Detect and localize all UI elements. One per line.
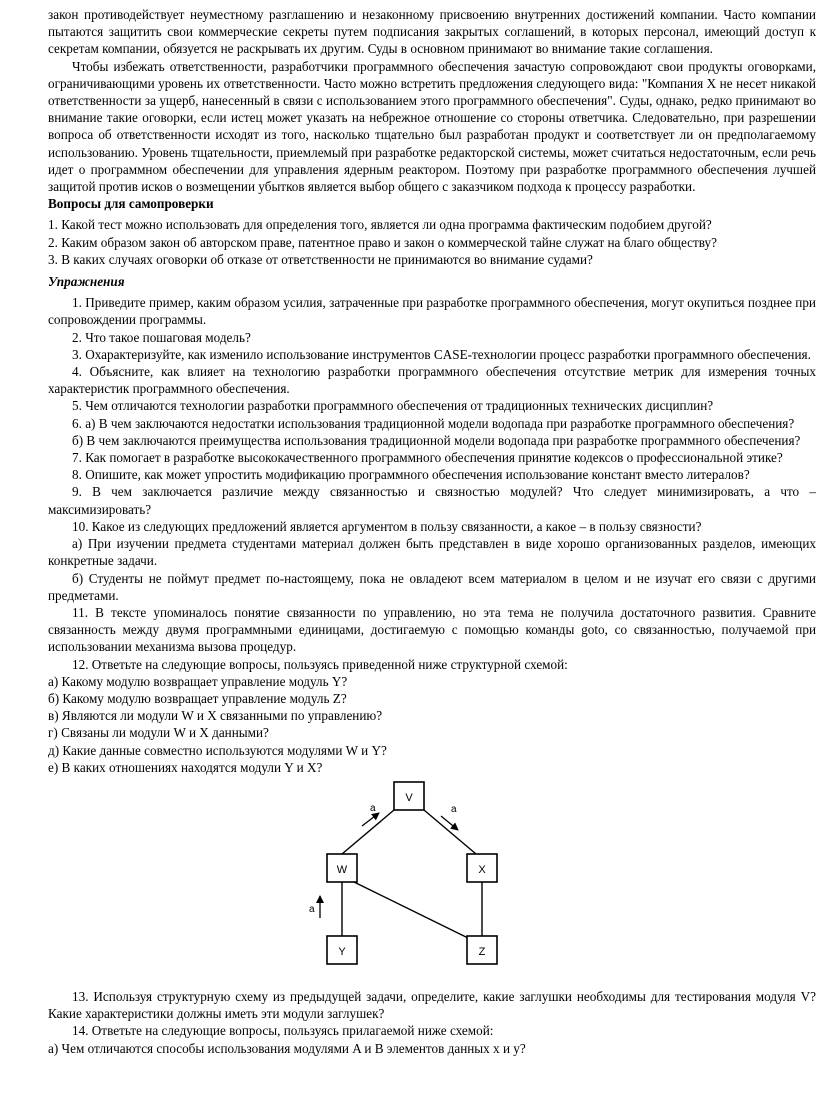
link-w-z <box>354 882 468 938</box>
exercise-2: 2. Что такое пошаговая модель? <box>72 329 251 345</box>
self-check-item-1: 1. Какой тест можно использовать для определения того, является ли одна программа фактическим подобием другой? <box>48 217 712 233</box>
exercise-9: 9. В чем заключается различие между связанностью и связностью модулей? Что следует минимизировать, а что – максимизировать? <box>48 484 816 517</box>
exercise-11: 11. В тексте упоминалось понятие связанности по управлению, но эта тема не получила достаточного развития. Сравните связанность между двумя программными единицами, достигаемую с помощью команды goto, со связанностью, получаемой при использовании механизма вызова процедур. <box>48 604 816 655</box>
exercise-10b: б) Студенты не поймут предмет по-настоящему, пока не овладеют всем материалом в целом и не изучат его связи с другими предметами. <box>48 570 816 603</box>
data-arrow-v-to-x <box>441 816 458 830</box>
self-check-heading: Вопросы для самопроверки <box>48 196 214 212</box>
exercise-4: 4. Объясните, как влияет на технологию разработки программного обеспечения отсутствие метрик для измерения точных характеристик программного обеспечения. <box>48 364 816 397</box>
exercise-14a: а) Чем отличаются способы использования модулями A и B элементов данных x и y? <box>48 1040 526 1056</box>
exercise-12: 12. Ответьте на следующие вопросы, пользуясь приведенной ниже структурной схемой: <box>72 656 568 672</box>
module-z-label: Z <box>478 945 486 958</box>
exercise-12d: г) Связаны ли модули W и X данными? <box>48 725 269 741</box>
data-label-wy: a <box>309 903 315 915</box>
data-label-vx: a <box>451 803 457 815</box>
exercise-10: 10. Какое из следующих предложений является аргументом в пользу связанности, а какое – в пользу связности? <box>72 518 702 534</box>
document-page <box>48 6 816 1057</box>
link-v-w <box>342 810 394 854</box>
exercise-8: 8. Опишите, как может упростить модификацию программного обеспечения использование констант вместо литералов? <box>72 467 750 483</box>
exercise-7: 7. Как помогает в разработке высококачественного программного обеспечения принятие кодексов о профессиональной этике? <box>72 450 783 466</box>
exercise-13: 13. Используя структурную схему из предыдущей задачи, определите, какие заглушки необходимы для тестирования модуля V? Какие характеристики должны иметь эти модули заглушек? <box>48 988 816 1022</box>
module-x-label: X <box>478 863 486 876</box>
exercise-14: 14. Ответьте на следующие вопросы, пользуясь прилагаемой ниже схемой: <box>72 1023 494 1039</box>
exercise-1: 1. Приведите пример, каким образом усилия, затраченные при разработке программного обеспечения, могут окупиться позднее при сопровождении программы. <box>48 295 816 328</box>
exercise-6a: 6. а) В чем заключаются недостатки использования традиционной модели водопада при разработке программного обеспечения? <box>72 415 795 431</box>
exercise-12e: д) Какие данные совместно используются модулями W и Y? <box>48 742 387 758</box>
module-y-label: Y <box>338 945 346 958</box>
structure-chart-svg <box>48 778 816 986</box>
self-check-item-2: 2. Каким образом закон об авторском праве, патентное право и закон о коммерческой тайне служат на благо обществу? <box>48 234 717 250</box>
self-check-item-3: 3. В каких случаях оговорки об отказе от ответственности не принимаются во внимание судами? <box>48 251 593 267</box>
link-v-x <box>424 810 476 854</box>
exercise-3: 3. Охарактеризуйте, как изменило использование инструментов CASE-технологии процесс разработки программного обеспечения. <box>72 346 811 362</box>
exercise-12b: б) Какому модулю возвращает управление модуль Z? <box>48 690 347 706</box>
exercise-12a: а) Какому модулю возвращает управление модуль Y? <box>48 673 348 689</box>
module-w-label: W <box>336 863 348 876</box>
exercise-6b: б) В чем заключаются преимущества использования традиционной модели водопада при разработке программного обеспечения? <box>72 432 801 448</box>
data-label-vw: a <box>370 802 376 814</box>
intro-paragraph-1: закон противодействует неуместному разглашению и незаконному присвоению внутренних достижений компании. Часто компании пытаются защитить свои коммерческие секреты путем подписания закрытых соглашений, в которых персонал, имеющий доступ к секретам компании, обязуется не раскрывать их другим. Суды в основном принимают во внимание такие соглашения. <box>48 7 816 57</box>
exercise-5: 5. Чем отличаются технологии разработки программного обеспечения от традиционных технических дисциплин? <box>72 398 714 414</box>
intro-paragraph-2: Чтобы избежать ответственности, разработчики программного обеспечения зачастую сопровождают свои продукты оговорками, ограничивающими уровень их ответственности. Часто можно встретить предложения следующего вида: "Компания X не несет никакой ответственности за ущерб, нанесенный в связи с использованием этого программного обеспечения". Суды, однако, редко принимают во внимание такие оговорки, если истец может указать на небрежное отношение со стороны ответчика. Следовательно, при разрешении вопроса об ответственности исходят из того, насколько тщательно был разработан продукт и соответствует ли он предполагаемому использованию. Уровень тщательности, приемлемый при разработке редакторской системы, может считаться недостаточным, если речь идет о программном обеспечении для управления ядерным реактором. Поэтому при разработке программного обеспечения лучшей защитой против исков о возмещении убытков является выбор общего с заказчиком подхода к процессу разработки. <box>48 58 816 195</box>
exercise-10a: а) При изучении предмета студентами материал должен быть представлен в виде хорошо организованных разделов, имеющих конкретные задачи. <box>48 536 816 569</box>
module-v-label: V <box>405 791 413 804</box>
exercise-12f: е) В каких отношениях находятся модули Y и X? <box>48 759 323 775</box>
exercises-heading: Упражнения <box>48 274 125 290</box>
structure-chart <box>48 778 816 986</box>
exercise-12c: в) Являются ли модули W и X связанными по управлению? <box>48 708 383 724</box>
